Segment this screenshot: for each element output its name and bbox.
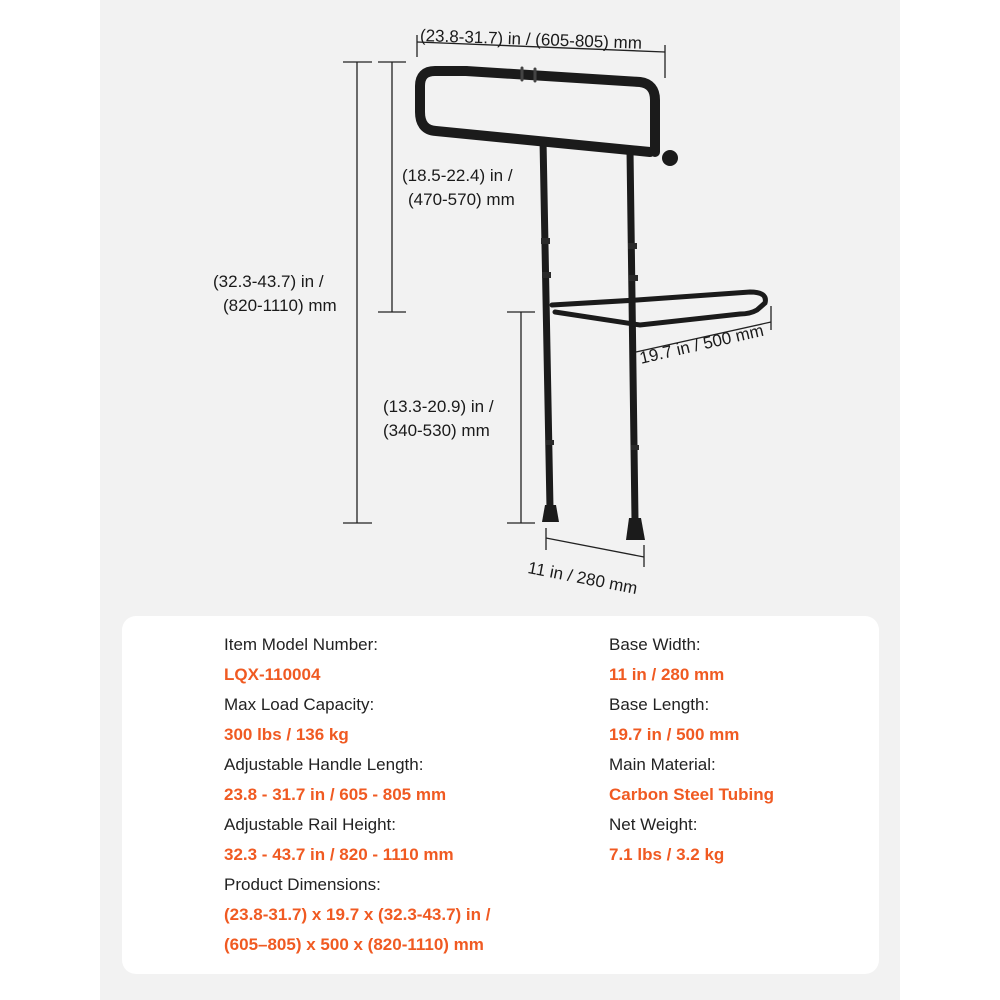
spec-label-model: Item Model Number: [224, 635, 378, 654]
dim-base-length: 19.7 in / 500 mm [637, 320, 766, 368]
dim-lower-height-2: (340-530) mm [383, 421, 490, 440]
spec-label-base-length: Base Length: [609, 695, 710, 714]
spec-column-left [224, 630, 490, 960]
spec-value-base-length: 19.7 in / 500 mm [609, 725, 740, 744]
spec-value-dimensions-in: (23.8-31.7) x 19.7 x (32.3-43.7) in / [224, 905, 491, 924]
foot-left [542, 505, 559, 522]
spec-label-load: Max Load Capacity: [224, 695, 375, 714]
spec-label-handle: Adjustable Handle Length: [224, 755, 424, 774]
dim-upper-height-2: (470-570) mm [408, 190, 515, 209]
spec-value-handle: 23.8 - 31.7 in / 605 - 805 mm [224, 785, 447, 804]
spec-value-model: LQX-110004 [224, 665, 321, 684]
leg-joints [541, 238, 639, 450]
spec-label-base-width: Base Width: [609, 635, 701, 654]
spec-value-rail-height: 32.3 - 43.7 in / 820 - 1110 mm [224, 845, 454, 864]
knob-icon [662, 150, 678, 166]
dimension-lines [343, 35, 771, 567]
spec-label-material: Main Material: [609, 755, 716, 774]
spec-label-rail-height: Adjustable Rail Height: [224, 815, 396, 834]
spec-value-material: Carbon Steel Tubing [609, 785, 774, 804]
spec-label-dimensions: Product Dimensions: [224, 875, 381, 894]
dim-total-height-1: (32.3-43.7) in / [213, 272, 324, 291]
dim-base-width: 11 in / 280 mm [526, 558, 640, 599]
spec-label-weight: Net Weight: [609, 815, 698, 834]
spec-value-dimensions-mm: (605–805) x 500 x (820-1110) mm [224, 935, 484, 954]
foot-right [626, 518, 645, 540]
spec-value-load: 300 lbs / 136 kg [224, 725, 349, 744]
dim-handle-length: (23.8-31.7) in / (605-805) mm [419, 26, 643, 53]
spec-value-weight: 7.1 lbs / 3.2 kg [609, 845, 725, 864]
rail-frame [420, 68, 765, 520]
dim-total-height-2: (820-1110) mm [223, 296, 337, 315]
spec-column-right [609, 630, 774, 870]
dim-upper-height-1: (18.5-22.4) in / [402, 166, 513, 185]
dim-lower-height-1: (13.3-20.9) in / [383, 397, 494, 416]
spec-value-base-width: 11 in / 280 mm [609, 665, 725, 684]
